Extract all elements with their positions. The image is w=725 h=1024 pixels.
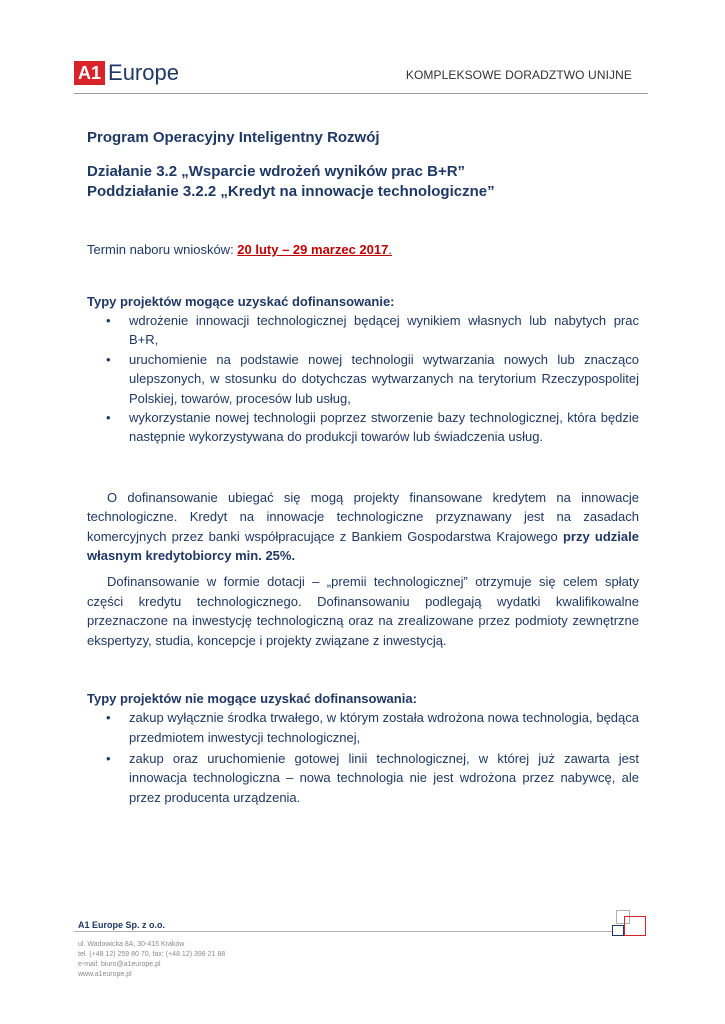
header-tagline: KOMPLEKSOWE DORADZTWO UNIJNE	[405, 68, 632, 82]
paragraph-grant: Dofinansowanie w formie dotacji – „premii technologicznej” otrzymuje się celem spłaty części kredytu technologicznego. Dofinansowaniu podlegają wydatki kwalifikowalne przeznaczone na inwestycję technologiczną oraz na zrealizowane przez podmioty zewnętrzne ekspertyzy, studia, koncepcje i projekty związane z inwestycją.	[87, 574, 639, 648]
list-item-text: zakup oraz uruchomienie gotowej linii technologicznej, w której już zawarta jest innowacja technologiczna – nowa technologia nie jest wdrożona przez nabywcę, ale przez producenta urządzenia.	[129, 750, 639, 805]
bullet-icon: •	[106, 351, 111, 367]
program-title: Program Operacyjny Inteligentny Rozwój	[87, 129, 380, 146]
action-title: Działanie 3.2 „Wsparcie wdrożeń wyników prac B+R”	[87, 163, 466, 180]
footer-square-decoration	[612, 925, 624, 936]
eligible-section-title: Typy projektów mogące uzyskać dofinansowanie:	[87, 294, 395, 309]
logo-badge: A1	[74, 61, 105, 85]
term-dates: 20 luty – 29 marzec 2017	[237, 242, 389, 257]
footer-address: ul. Wadowicka 8A, 30-415 Kraków	[78, 941, 185, 948]
document-body	[87, 128, 639, 809]
list-item-text: zakup wyłącznie środka trwałego, w którym została wdrożona nowa technologia, będąca przedmiotem inwestycji technologicznej,	[129, 710, 639, 745]
header-divider	[74, 93, 648, 94]
list-item	[87, 311, 639, 350]
list-item	[87, 749, 639, 807]
bullet-icon: •	[106, 710, 111, 726]
bullet-icon: •	[106, 313, 111, 328]
footer-website[interactable]: www.a1europe.pl	[78, 971, 132, 978]
list-item	[87, 350, 639, 408]
footer-email[interactable]: e-mail: biuro@a1europe.pl	[78, 961, 161, 968]
footer-phone: tel. (+48 12) 259 80 70, fax: (+48 12) 398 21 88	[78, 951, 226, 958]
list-item-text: wdrożenie innowacji technologicznej będącej wynikiem własnych lub nabytych prac B+R,	[129, 313, 639, 348]
list-item-text: wykorzystanie nowej technologii poprzez stworzenie bazy technologicznej, która będzie następnie wykorzystywana do produkcji towarów lub świadczenia usług.	[129, 410, 639, 445]
paragraph-credit-bold: przy udziale własnym kredytobiorcy min. 25%.	[87, 528, 639, 564]
bullet-icon: •	[106, 750, 111, 766]
company-logo	[74, 61, 179, 85]
paragraph-credit-text: O dofinansowanie ubiegać się mogą projekty finansowane kredytem na innowacje technologiczne. Kredyt na innowacje technologiczne przyznawany jest na zasadach komercyjnych przez banki współpracujące z Bankiem Gospodarstwa Krajowego	[87, 489, 639, 544]
bullet-icon: •	[106, 410, 111, 426]
list-item	[87, 408, 639, 447]
subaction-title: Poddziałanie 3.2.2 „Kredyt na innowacje technologiczne”	[87, 183, 495, 200]
list-item-text: uruchomienie na podstawie nowej technologii wytwarzania nowych lub znacząco ulepszonych, w stosunku do dotychczas wytwarzanych na terytorium Rzeczypospolitej Polskiej, towarów, procesów lub usług,	[129, 351, 639, 406]
footer-square-decoration	[624, 916, 646, 936]
paragraph-credit	[87, 488, 639, 566]
eligible-list	[87, 311, 639, 447]
ineligible-list	[87, 708, 639, 807]
logo-text: Europe	[108, 60, 179, 85]
list-item	[87, 708, 639, 747]
term-label: Termin naboru wniosków:	[87, 242, 238, 257]
term-dot: .	[388, 242, 392, 257]
ineligible-section-title: Typy projektów nie mogące uzyskać dofinansowania:	[87, 691, 417, 707]
footer-company: A1 Europe Sp. z o.o.	[78, 920, 166, 930]
application-term	[87, 241, 639, 259]
footer-divider	[74, 931, 614, 932]
footer-contact	[78, 940, 225, 980]
